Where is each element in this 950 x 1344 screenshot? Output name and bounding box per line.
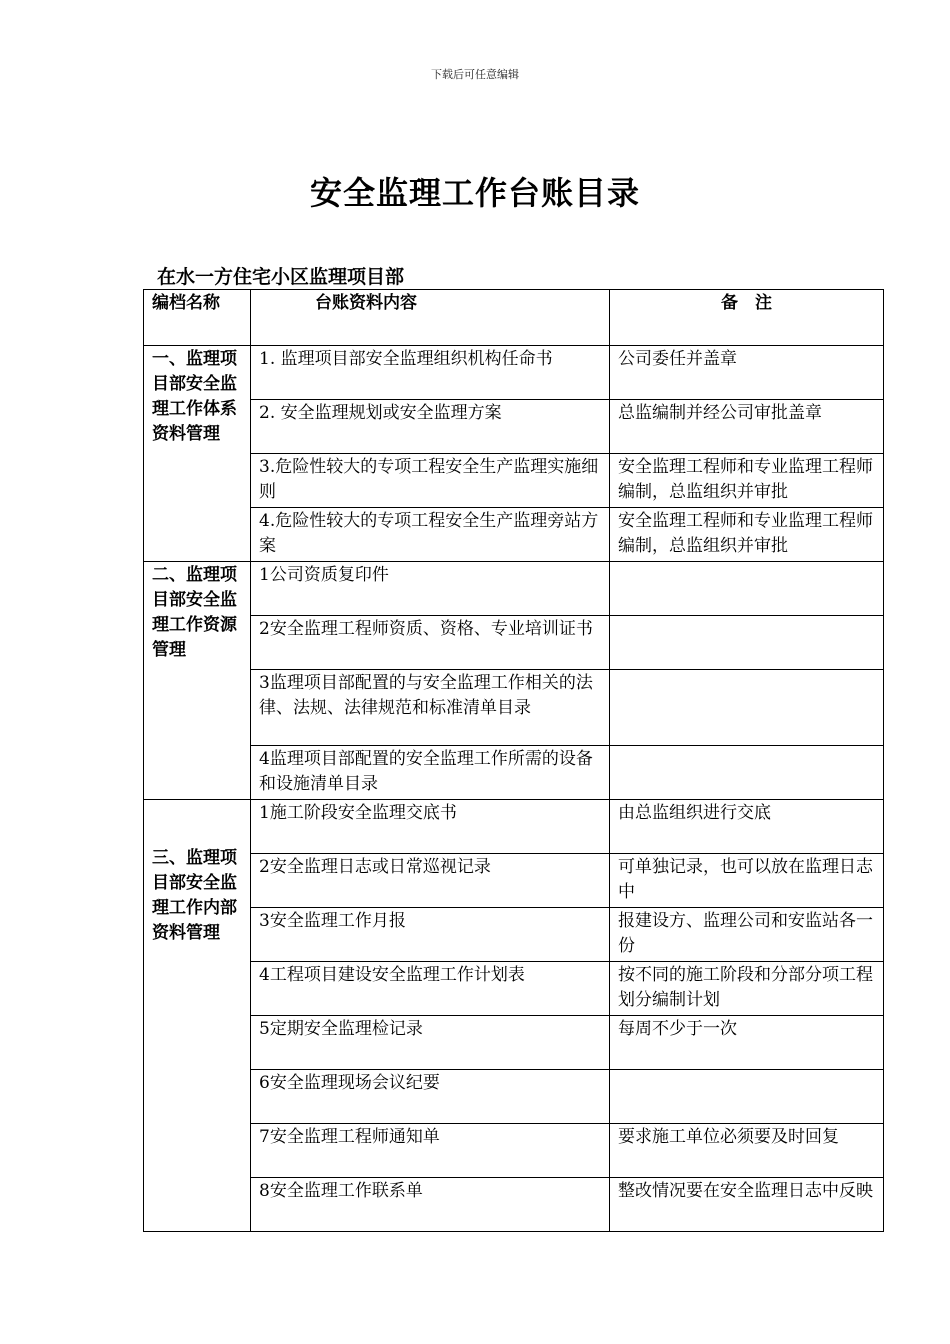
note-cell bbox=[610, 670, 884, 746]
table-row bbox=[144, 400, 884, 454]
note-cell bbox=[610, 1070, 884, 1124]
note-cell bbox=[610, 616, 884, 670]
item-cell: 2. 安全监理规划或安全监理方案 bbox=[251, 400, 610, 454]
note-cell: 可单独记录，也可以放在监理日志中 bbox=[610, 854, 884, 908]
note-cell: 要求施工单位必须要及时回复 bbox=[610, 1124, 884, 1178]
table-row bbox=[144, 1124, 884, 1178]
table-row bbox=[144, 746, 884, 800]
item-cell: 4.危险性较大的专项工程安全生产监理旁站方案 bbox=[251, 508, 610, 562]
ledger-table bbox=[143, 289, 884, 1232]
item-cell: 8安全监理工作联系单 bbox=[251, 1178, 610, 1232]
item-cell: 1公司资质复印件 bbox=[251, 562, 610, 616]
header-content: 台账资料内容 bbox=[251, 290, 610, 346]
note-cell: 每周不少于一次 bbox=[610, 1016, 884, 1070]
table-row bbox=[144, 562, 884, 616]
table-row bbox=[144, 908, 884, 962]
item-cell: 6安全监理现场会议纪要 bbox=[251, 1070, 610, 1124]
header-note: 下载后可任意编辑 bbox=[431, 68, 519, 81]
section-category: 三、监理项目部安全监理工作内部资料管理 bbox=[144, 800, 251, 1232]
header-category: 编档名称 bbox=[144, 290, 251, 346]
table-row bbox=[144, 454, 884, 508]
note-cell: 安全监理工程师和专业监理工程师编制，总监组织并审批 bbox=[610, 508, 884, 562]
item-cell: 3监理项目部配置的与安全监理工作相关的法律、法规、法律规范和标准清单目录 bbox=[251, 670, 610, 746]
item-cell: 3.危险性较大的专项工程安全生产监理实施细则 bbox=[251, 454, 610, 508]
table-row bbox=[144, 508, 884, 562]
item-cell: 2安全监理日志或日常巡视记录 bbox=[251, 854, 610, 908]
section-category: 一、监理项目部安全监理工作体系资料管理 bbox=[144, 346, 251, 562]
table-row bbox=[144, 854, 884, 908]
note-cell: 整改情况要在安全监理日志中反映 bbox=[610, 1178, 884, 1232]
note-cell: 总监编制并经公司审批盖章 bbox=[610, 400, 884, 454]
item-cell: 2安全监理工程师资质、资格、专业培训证书 bbox=[251, 616, 610, 670]
header-remarks: 备 注 bbox=[610, 290, 884, 346]
page-title: 安全监理工作台账目录 bbox=[309, 174, 640, 212]
item-cell: 3安全监理工作月报 bbox=[251, 908, 610, 962]
note-cell bbox=[610, 746, 884, 800]
table-row bbox=[144, 1016, 884, 1070]
item-cell: 7安全监理工程师通知单 bbox=[251, 1124, 610, 1178]
table-row bbox=[144, 800, 884, 854]
section-category: 二、监理项目部安全监理工作资源管理 bbox=[144, 562, 251, 800]
note-cell bbox=[610, 562, 884, 616]
table-row bbox=[144, 670, 884, 746]
item-cell: 5定期安全监理检记录 bbox=[251, 1016, 610, 1070]
note-cell: 按不同的施工阶段和分部分项工程划分编制计划 bbox=[610, 962, 884, 1016]
item-cell: 4工程项目建设安全监理工作计划表 bbox=[251, 962, 610, 1016]
table-row bbox=[144, 346, 884, 400]
note-cell: 由总监组织进行交底 bbox=[610, 800, 884, 854]
table-header-row bbox=[144, 290, 884, 346]
note-cell: 公司委任并盖章 bbox=[610, 346, 884, 400]
table-row bbox=[144, 1070, 884, 1124]
table-row bbox=[144, 1178, 884, 1232]
table-row bbox=[144, 616, 884, 670]
item-cell: 1. 监理项目部安全监理组织机构任命书 bbox=[251, 346, 610, 400]
table-row bbox=[144, 962, 884, 1016]
project-department-subtitle: 在水一方住宅小区监理项目部 bbox=[157, 266, 405, 288]
note-cell: 报建设方、监理公司和安监站各一份 bbox=[610, 908, 884, 962]
note-cell: 安全监理工程师和专业监理工程师编制，总监组织并审批 bbox=[610, 454, 884, 508]
item-cell: 1施工阶段安全监理交底书 bbox=[251, 800, 610, 854]
item-cell: 4监理项目部配置的安全监理工作所需的设备和设施清单目录 bbox=[251, 746, 610, 800]
